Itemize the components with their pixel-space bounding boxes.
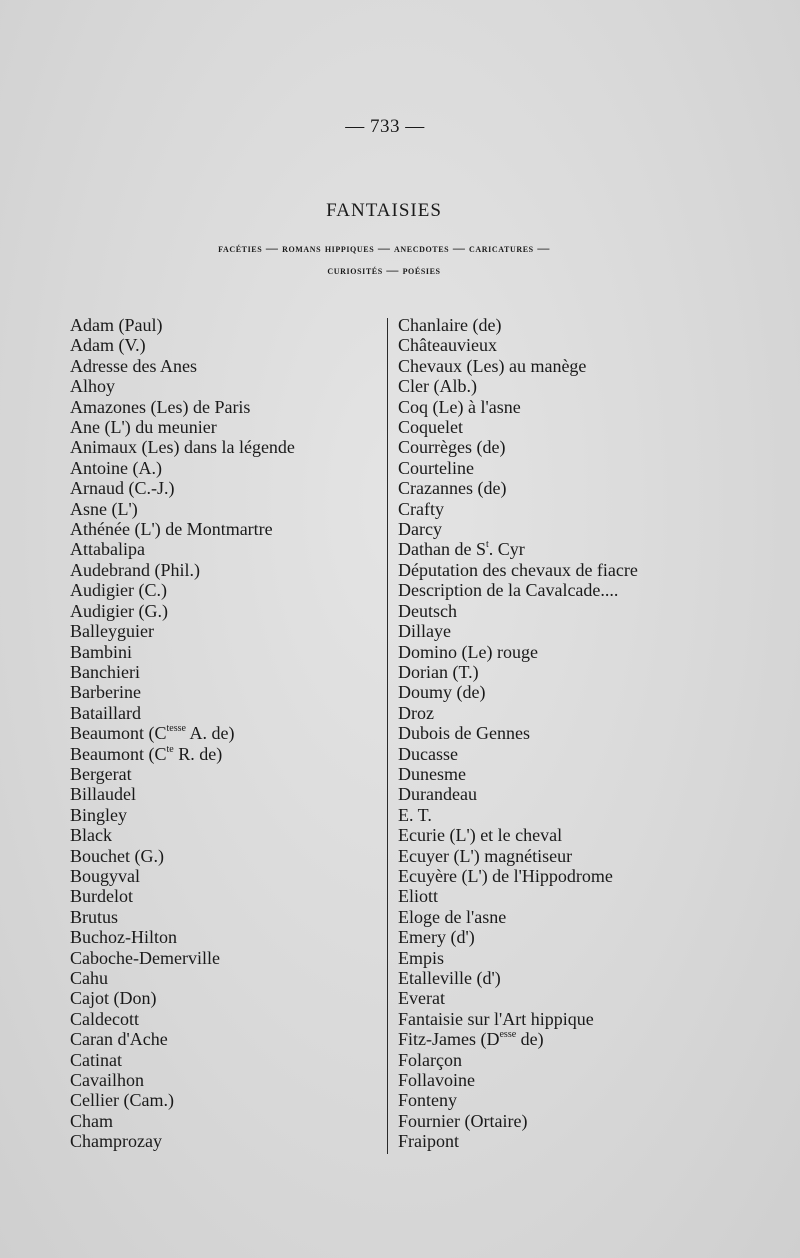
right-index-entry: Dillaye [398,621,451,642]
left-index-entry: Billaudel [70,784,136,805]
right-index-entry: Fraipont [398,1131,459,1152]
column-divider [387,318,388,1154]
right-index-entry: Châteauvieux [398,335,497,356]
right-index-entry: Courrèges (de) [398,437,506,458]
right-index-entry: Coq (Le) à l'asne [398,396,521,417]
right-index-entry: Députation des chevaux de fiacre [398,559,638,580]
left-index-entry: Audigier (G.) [70,600,168,621]
right-index-entry: Fournier (Ortaire) [398,1110,528,1131]
right-index-entry: Fantaisie sur l'Art hippique [398,1008,594,1029]
left-index-entry: Cavailhon [70,1070,144,1091]
right-index-entry: Dathan de $S^t$. Cyr [398,539,525,560]
left-index-entry: Caldecott [70,1008,139,1029]
right-index-entry: E. T. [398,804,432,825]
left-index-entry: Alhoy [70,376,115,397]
right-index-entry: Crafty [398,498,444,519]
left-index-entry: Adresse des Anes [70,355,197,376]
left-index-entry: Cellier (Cam.) [70,1090,174,1111]
right-index-entry: Dorian (T.) [398,661,479,682]
left-index-entry: Balleyguier [70,621,154,642]
left-index-entry: Bergerat [70,763,132,784]
left-index-entry: Buchoz-Hilton [70,927,177,948]
right-index-entry: Durandeau [398,784,477,805]
section-title: FANTAISIES [326,200,442,221]
left-index-entry: Animaux (Les) dans la légende [70,437,295,458]
section-subtitle-line-2: curiosités — poésies [327,263,441,277]
right-index-entry: Chanlaire (de) [398,315,502,335]
left-index-entry: Barberine [70,682,141,703]
page-number: — 733 — [345,116,425,137]
left-index-entry: Beaumont ($C^{te}$ R. de) [70,743,223,764]
left-index-entry: Adam (V.) [70,335,146,356]
right-index-entry: Droz [398,702,434,723]
right-index-entry: Domino (Le) rouge [398,641,538,662]
left-index-entry: Burdelot [70,886,133,907]
right-index-entry: Ecuyère (L') de l'Hippodrome [398,865,613,886]
right-index-entry: Everat [398,988,445,1009]
left-index-entry: Arnaud (C.-J.) [70,478,175,499]
left-index-entry: Asne (L') [70,498,138,519]
left-index-entry: Bouchet (G.) [70,845,164,866]
right-index-entry: Crazannes (de) [398,478,507,499]
left-index-entry: Cajot (Don) [70,988,157,1009]
left-index-entry: Caran d'Ache [70,1029,168,1050]
right-index-entry: Doumy (de) [398,682,486,703]
left-index-entry: Bataillard [70,702,141,723]
section-subtitle-line-1: facéties — romans hippiques — anecdotes — caricatures — [218,241,550,255]
left-index-entry: Adam (Paul) [70,315,163,335]
left-index-entry: Audigier (C.) [70,580,167,601]
left-index-entry: Beaumont ($C^{tesse}$ A. de) [70,723,235,744]
right-index-entry: Deutsch [398,600,457,621]
right-index-entry: Follavoine [398,1070,475,1091]
left-index-entry: Banchieri [70,661,140,682]
left-index-entry: Antoine (A.) [70,457,162,478]
right-index-entry: Description de la Cavalcade.... [398,580,619,601]
left-index-entry: Bougyval [70,865,140,886]
left-index-entry: Black [70,825,112,846]
left-index-entry: Caboche-Demerville [70,947,220,968]
right-index-entry: Ducasse [398,743,458,764]
left-index-entry: Athénée (L') de Montmartre [70,519,273,540]
right-index-entry: Darcy [398,519,442,540]
right-index-entry: Empis [398,947,445,968]
right-index-entry: Coquelet [398,417,463,438]
left-index-entry: Bingley [70,804,127,825]
index-column-left [70,315,370,1152]
left-index-entry: Champrozay [70,1131,162,1152]
right-index-entry: Etalleville (d') [398,968,501,988]
left-index-entry: Amazones (Les) de Paris [70,396,251,417]
left-index-entry: Catinat [70,1049,122,1070]
right-index-entry: Fitz-James ($D^{esse}$ de) [398,1029,544,1050]
right-index-entry: Ecuyer (L') magnétiseur [398,845,573,866]
right-index-entry: Emery (d') [398,927,475,948]
right-index-entry: Folarçon [398,1049,462,1070]
right-index-entry: Ecurie (L') et le cheval [398,825,563,846]
right-index-entry: Fonteny [398,1090,458,1111]
index-column-right [398,315,728,1152]
right-index-entry: Cler (Alb.) [398,376,477,397]
right-index-entry: Chevaux (Les) au manège [398,355,587,376]
right-index-entry: Dunesme [398,763,466,784]
left-index-entry: Brutus [70,906,119,927]
right-index-entry: Courteline [398,457,474,478]
right-index-entry: Eloge de l'asne [398,906,507,927]
right-index-entry: Dubois de Gennes [398,723,530,744]
left-index-entry: Ane (L') du meunier [70,417,217,438]
left-index-entry: Attabalipa [70,539,145,560]
left-index-entry: Bambini [70,641,132,662]
left-index-entry: Audebrand (Phil.) [70,559,200,580]
left-index-entry: Cahu [70,968,108,988]
left-index-entry: Cham [70,1110,113,1131]
right-index-entry: Eliott [398,886,438,907]
